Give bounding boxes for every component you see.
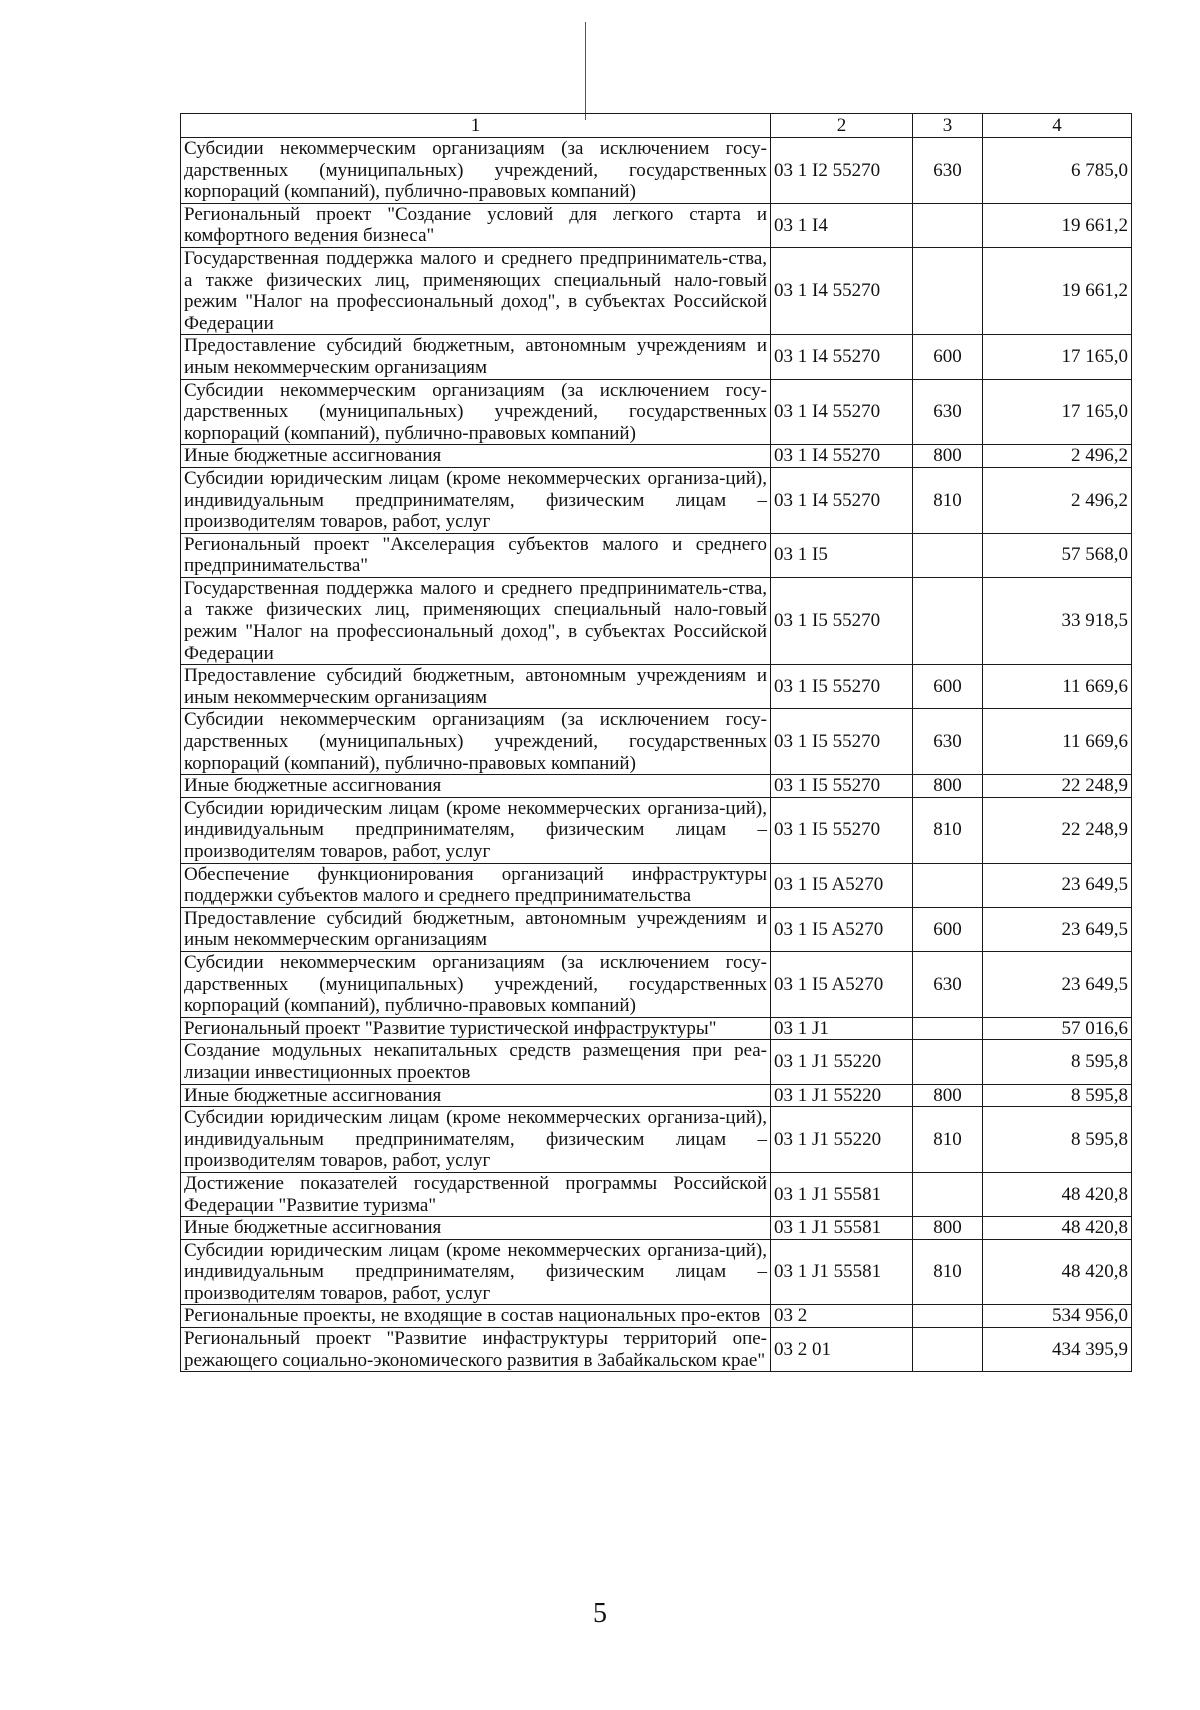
row-name-cell: Региональный проект "Создание условий для легкого старта и комфортного ведения бизнеса" <box>181 203 771 247</box>
row-type-cell <box>913 247 983 334</box>
table-row <box>181 1040 1132 1084</box>
row-sum-cell: 17 165,0 <box>983 335 1132 379</box>
row-type-cell: 630 <box>913 138 983 204</box>
row-name-cell: Региональный проект "Акселерация субъектов малого и среднего предпринимательства" <box>181 533 771 577</box>
table-row <box>181 1239 1132 1305</box>
row-type-cell <box>913 1017 983 1040</box>
row-code-cell: 03 1 J1 55581 <box>771 1172 913 1216</box>
table-row <box>181 138 1132 204</box>
row-code-cell: 03 1 I4 <box>771 203 913 247</box>
row-type-cell: 810 <box>913 1239 983 1305</box>
header-col-2: 2 <box>771 114 913 138</box>
row-sum-cell: 48 420,8 <box>983 1239 1132 1305</box>
table-row <box>181 863 1132 907</box>
row-name-cell: Региональный проект "Развитие туристической инфраструктуры" <box>181 1017 771 1040</box>
row-name-cell: Субсидии юридическим лицам (кроме некоммерческих организа-ций), индивидуальным предпринимателям, физическим лицам – производителям товаров, работ, услуг <box>181 467 771 533</box>
row-sum-cell: 534 956,0 <box>983 1305 1132 1328</box>
row-name-cell: Субсидии некоммерческим организациям (за исключением госу-дарственных (муниципальных) учреждений, государственных корпораций (компаний), публично-правовых компаний) <box>181 709 771 775</box>
row-sum-cell: 48 420,8 <box>983 1172 1132 1216</box>
row-code-cell: 03 1 I2 55270 <box>771 138 913 204</box>
table-row <box>181 379 1132 445</box>
table-row <box>181 797 1132 863</box>
table-row <box>181 203 1132 247</box>
row-name-cell: Предоставление субсидий бюджетным, автономным учреждениям и иным некоммерческим организациям <box>181 665 771 709</box>
row-code-cell: 03 1 I4 55270 <box>771 247 913 334</box>
row-name-cell: Региональный проект "Развитие инфаструктуры территорий опе-режающего социально-экономического развития в Забайкальском крае" <box>181 1328 771 1372</box>
row-code-cell: 03 1 I5 55270 <box>771 775 913 798</box>
row-name-cell: Государственная поддержка малого и среднего предприниматель-ства, а также физических лиц, применяющих специальный нало-говый режим "Налог на профессиональный доход", в субъектах Российской Федерации <box>181 577 771 664</box>
row-sum-cell: 33 918,5 <box>983 577 1132 664</box>
row-name-cell: Субсидии некоммерческим организациям (за исключением госу-дарственных (муниципальных) учреждений, государственных корпораций (компаний), публично-правовых компаний) <box>181 138 771 204</box>
row-sum-cell: 57 016,6 <box>983 1017 1132 1040</box>
row-sum-cell: 8 595,8 <box>983 1107 1132 1173</box>
row-name-cell: Создание модульных некапитальных средств размещения при реа-лизации инвестиционных проектов <box>181 1040 771 1084</box>
row-sum-cell: 8 595,8 <box>983 1084 1132 1107</box>
table-row <box>181 1328 1132 1372</box>
table-row <box>181 247 1132 334</box>
row-sum-cell: 48 420,8 <box>983 1217 1132 1240</box>
table-row <box>181 335 1132 379</box>
table-row <box>181 951 1132 1017</box>
table-row <box>181 1017 1132 1040</box>
table-row <box>181 1305 1132 1328</box>
row-code-cell: 03 1 I5 A5270 <box>771 863 913 907</box>
row-type-cell: 800 <box>913 775 983 798</box>
row-code-cell: 03 1 J1 55220 <box>771 1084 913 1107</box>
row-code-cell: 03 1 I5 <box>771 533 913 577</box>
row-type-cell: 630 <box>913 951 983 1017</box>
row-name-cell: Субсидии юридическим лицам (кроме некоммерческих организа-ций), индивидуальным предпринимателям, физическим лицам – производителям товаров, работ, услуг <box>181 1239 771 1305</box>
row-name-cell: Субсидии юридическим лицам (кроме некоммерческих организа-ций), индивидуальным предпринимателям, физическим лицам – производителям товаров, работ, услуг <box>181 1107 771 1173</box>
row-type-cell: 630 <box>913 709 983 775</box>
row-name-cell: Региональные проекты, не входящие в состав национальных про-ектов <box>181 1305 771 1328</box>
row-type-cell: 800 <box>913 445 983 468</box>
row-sum-cell: 22 248,9 <box>983 797 1132 863</box>
row-type-cell: 600 <box>913 665 983 709</box>
row-code-cell: 03 1 J1 <box>771 1017 913 1040</box>
row-type-cell: 600 <box>913 335 983 379</box>
row-code-cell: 03 1 J1 55220 <box>771 1040 913 1084</box>
row-sum-cell: 19 661,2 <box>983 247 1132 334</box>
row-type-cell: 630 <box>913 379 983 445</box>
row-sum-cell: 6 785,0 <box>983 138 1132 204</box>
table-row <box>181 907 1132 951</box>
row-code-cell: 03 1 I4 55270 <box>771 467 913 533</box>
table-body <box>181 138 1132 1372</box>
header-col-4: 4 <box>983 114 1132 138</box>
row-name-cell: Иные бюджетные ассигнования <box>181 1084 771 1107</box>
row-sum-cell: 22 248,9 <box>983 775 1132 798</box>
header-col-1: 1 <box>181 114 771 138</box>
row-sum-cell: 11 669,6 <box>983 665 1132 709</box>
row-sum-cell: 17 165,0 <box>983 379 1132 445</box>
row-code-cell: 03 1 J1 55581 <box>771 1239 913 1305</box>
table-row <box>181 1217 1132 1240</box>
header-col-3: 3 <box>913 114 983 138</box>
row-name-cell: Государственная поддержка малого и среднего предприниматель-ства, а также физических лиц, применяющих специальный нало-говый режим "Налог на профессиональный доход", в субъектах Российской Федерации <box>181 247 771 334</box>
row-sum-cell: 2 496,2 <box>983 445 1132 468</box>
row-type-cell: 800 <box>913 1217 983 1240</box>
row-code-cell: 03 1 I4 55270 <box>771 445 913 468</box>
row-name-cell: Предоставление субсидий бюджетным, автономным учреждениям и иным некоммерческим организациям <box>181 907 771 951</box>
row-name-cell: Иные бюджетные ассигнования <box>181 445 771 468</box>
row-sum-cell: 23 649,5 <box>983 907 1132 951</box>
row-type-cell: 800 <box>913 1084 983 1107</box>
table-row <box>181 775 1132 798</box>
row-type-cell <box>913 533 983 577</box>
row-code-cell: 03 1 I5 A5270 <box>771 951 913 1017</box>
row-type-cell <box>913 1040 983 1084</box>
table-row <box>181 665 1132 709</box>
row-type-cell: 810 <box>913 1107 983 1173</box>
budget-table <box>180 113 1132 1372</box>
table-row <box>181 577 1132 664</box>
row-sum-cell: 19 661,2 <box>983 203 1132 247</box>
table-row <box>181 1107 1132 1173</box>
row-code-cell: 03 1 J1 55581 <box>771 1217 913 1240</box>
row-sum-cell: 434 395,9 <box>983 1328 1132 1372</box>
table-row <box>181 533 1132 577</box>
row-code-cell: 03 2 01 <box>771 1328 913 1372</box>
binding-mark-line <box>585 22 586 120</box>
row-sum-cell: 2 496,2 <box>983 467 1132 533</box>
row-name-cell: Обеспечение функционирования организаций инфраструктуры поддержки субъектов малого и среднего предпринимательства <box>181 863 771 907</box>
row-type-cell <box>913 203 983 247</box>
row-name-cell: Иные бюджетные ассигнования <box>181 1217 771 1240</box>
row-code-cell: 03 1 I5 55270 <box>771 797 913 863</box>
row-name-cell: Иные бюджетные ассигнования <box>181 775 771 798</box>
table-row <box>181 709 1132 775</box>
table-header-row <box>181 114 1132 138</box>
row-type-cell: 810 <box>913 467 983 533</box>
row-type-cell: 810 <box>913 797 983 863</box>
row-code-cell: 03 1 J1 55220 <box>771 1107 913 1173</box>
row-code-cell: 03 1 I5 55270 <box>771 665 913 709</box>
row-type-cell: 600 <box>913 907 983 951</box>
row-code-cell: 03 1 I5 A5270 <box>771 907 913 951</box>
row-name-cell: Субсидии юридическим лицам (кроме некоммерческих организа-ций), индивидуальным предпринимателям, физическим лицам – производителям товаров, работ, услуг <box>181 797 771 863</box>
table-row <box>181 1084 1132 1107</box>
table-row <box>181 445 1132 468</box>
row-name-cell: Достижение показателей государственной программы Российской Федерации "Развитие туризма" <box>181 1172 771 1216</box>
row-type-cell <box>913 577 983 664</box>
row-sum-cell: 8 595,8 <box>983 1040 1132 1084</box>
row-type-cell <box>913 1172 983 1216</box>
row-code-cell: 03 1 I5 55270 <box>771 577 913 664</box>
row-name-cell: Субсидии некоммерческим организациям (за исключением госу-дарственных (муниципальных) учреждений, государственных корпораций (компаний), публично-правовых компаний) <box>181 379 771 445</box>
row-code-cell: 03 1 I4 55270 <box>771 379 913 445</box>
row-type-cell <box>913 1328 983 1372</box>
row-sum-cell: 23 649,5 <box>983 951 1132 1017</box>
row-code-cell: 03 2 <box>771 1305 913 1328</box>
row-type-cell <box>913 1305 983 1328</box>
row-sum-cell: 57 568,0 <box>983 533 1132 577</box>
row-code-cell: 03 1 I4 55270 <box>771 335 913 379</box>
page-number: 5 <box>593 1598 607 1629</box>
row-sum-cell: 11 669,6 <box>983 709 1132 775</box>
table-row <box>181 1172 1132 1216</box>
row-name-cell: Субсидии некоммерческим организациям (за исключением госу-дарственных (муниципальных) учреждений, государственных корпораций (компаний), публично-правовых компаний) <box>181 951 771 1017</box>
row-code-cell: 03 1 I5 55270 <box>771 709 913 775</box>
row-type-cell <box>913 863 983 907</box>
row-sum-cell: 23 649,5 <box>983 863 1132 907</box>
row-name-cell: Предоставление субсидий бюджетным, автономным учреждениям и иным некоммерческим организациям <box>181 335 771 379</box>
table-row <box>181 467 1132 533</box>
